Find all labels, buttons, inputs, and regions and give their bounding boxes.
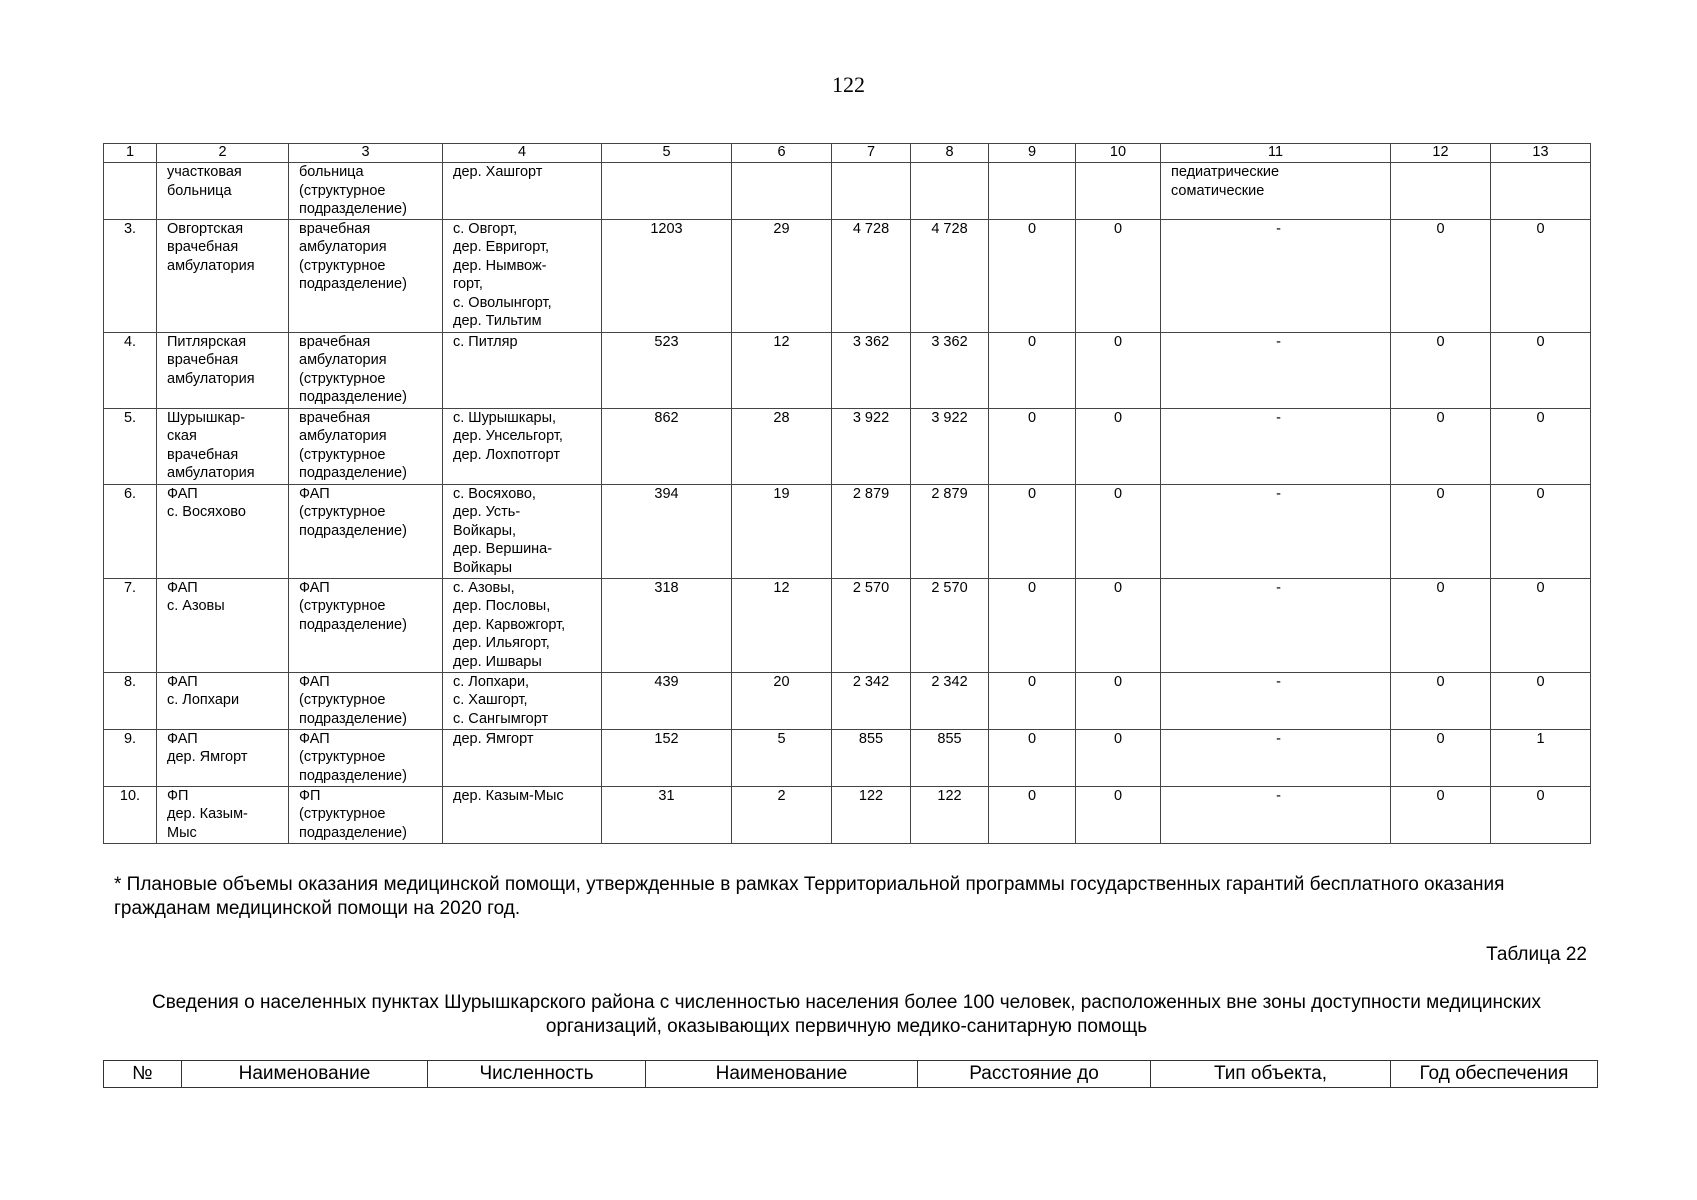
value-cell: 0 <box>1076 578 1161 672</box>
value-cell <box>732 163 832 220</box>
settlements-table <box>103 1060 1598 1088</box>
column-number: 4 <box>443 144 602 163</box>
column-number: 7 <box>832 144 911 163</box>
value-cell: 20 <box>732 672 832 729</box>
value-cell <box>832 163 911 220</box>
value-cell: 0 <box>1076 672 1161 729</box>
value-cell: 318 <box>602 578 732 672</box>
facility-type-cell: больница (структурное подразделение) <box>289 163 443 220</box>
table2-header-cell: Наименование <box>182 1061 428 1088</box>
table-caption: Сведения о населенных пунктах Шурышкарского района с численностью населения более 100 человек, расположенных вне зоны доступности медицинских организаций, оказывающих первичную медико-санитарную помощь <box>152 992 1541 1037</box>
column-number: 10 <box>1076 144 1161 163</box>
table-header-row <box>104 144 1591 163</box>
column-number: 5 <box>602 144 732 163</box>
table2-header-cell: Расстояние до <box>918 1061 1151 1088</box>
value-cell <box>989 163 1076 220</box>
facility-type-cell: ФАП (структурное подразделение) <box>289 484 443 578</box>
profile-cell: - <box>1161 672 1391 729</box>
column-number: 12 <box>1391 144 1491 163</box>
profile-cell: - <box>1161 219 1391 332</box>
facility-type-cell: врачебная амбулатория (структурное подразделение) <box>289 332 443 408</box>
value-cell: 0 <box>1491 672 1591 729</box>
value-cell: 28 <box>732 408 832 484</box>
value-cell <box>1076 163 1161 220</box>
table-row <box>104 672 1591 729</box>
settlements-cell: с. Овгорт, дер. Евригорт, дер. Нымвож- горт, с. Оволынгорт, дер. Тильтим <box>443 219 602 332</box>
value-cell <box>911 163 989 220</box>
value-cell: 523 <box>602 332 732 408</box>
table2-header-cell: Численность <box>428 1061 646 1088</box>
value-cell: 0 <box>989 219 1076 332</box>
table2-header-cell: Наименование <box>646 1061 918 1088</box>
profile-cell: педиатрические соматические <box>1161 163 1391 220</box>
value-cell: 855 <box>911 729 989 786</box>
column-number: 8 <box>911 144 989 163</box>
facility-name-cell: ФАП с. Азовы <box>157 578 289 672</box>
value-cell: 4 728 <box>832 219 911 332</box>
value-cell: 2 879 <box>832 484 911 578</box>
profile-cell: - <box>1161 786 1391 843</box>
row-number-cell: 4. <box>104 332 157 408</box>
value-cell: 3 362 <box>832 332 911 408</box>
settlements-cell: дер. Казым-Мыс <box>443 786 602 843</box>
value-cell: 855 <box>832 729 911 786</box>
facility-type-cell: ФАП (структурное подразделение) <box>289 672 443 729</box>
facility-name-cell: ФП дер. Казым- Мыс <box>157 786 289 843</box>
value-cell: 0 <box>1491 578 1591 672</box>
settlements-cell: с. Шурышкары, дер. Унсельгорт, дер. Лохпотгорт <box>443 408 602 484</box>
row-number-cell: 6. <box>104 484 157 578</box>
row-number-cell: 7. <box>104 578 157 672</box>
value-cell: 0 <box>1076 484 1161 578</box>
value-cell: 2 570 <box>911 578 989 672</box>
facility-name-cell: Шурышкар- ская врачебная амбулатория <box>157 408 289 484</box>
value-cell: 1203 <box>602 219 732 332</box>
value-cell: 5 <box>732 729 832 786</box>
value-cell: 0 <box>1391 786 1491 843</box>
value-cell: 3 922 <box>911 408 989 484</box>
value-cell: 19 <box>732 484 832 578</box>
value-cell <box>1391 163 1491 220</box>
value-cell: 29 <box>732 219 832 332</box>
profile-cell: - <box>1161 578 1391 672</box>
table-row <box>104 786 1591 843</box>
value-cell: 0 <box>1391 578 1491 672</box>
value-cell: 0 <box>1491 484 1591 578</box>
facility-name-cell: ФАП с. Лопхари <box>157 672 289 729</box>
settlements-cell: дер. Хашгорт <box>443 163 602 220</box>
table2-header-cell: Тип объекта, <box>1151 1061 1391 1088</box>
settlements-cell: с. Азовы, дер. Пословы, дер. Карвожгорт, дер. Ильягорт, дер. Ишвары <box>443 578 602 672</box>
medical-facilities-table <box>103 143 1591 844</box>
table-row <box>104 578 1591 672</box>
value-cell: 862 <box>602 408 732 484</box>
value-cell: 0 <box>1491 332 1591 408</box>
value-cell: 0 <box>989 484 1076 578</box>
value-cell: 0 <box>989 729 1076 786</box>
row-number-cell: 3. <box>104 219 157 332</box>
page-number: 122 <box>832 72 865 97</box>
value-cell: 0 <box>989 672 1076 729</box>
table2-header-row <box>104 1061 1598 1088</box>
profile-cell: - <box>1161 332 1391 408</box>
facility-type-cell: ФАП (структурное подразделение) <box>289 578 443 672</box>
value-cell: 0 <box>1076 729 1161 786</box>
value-cell: 0 <box>989 408 1076 484</box>
column-number: 13 <box>1491 144 1591 163</box>
value-cell: 0 <box>1391 729 1491 786</box>
facility-name-cell: ФАП с. Восяхово <box>157 484 289 578</box>
row-number-cell: 10. <box>104 786 157 843</box>
value-cell: 439 <box>602 672 732 729</box>
value-cell: 31 <box>602 786 732 843</box>
column-number: 1 <box>104 144 157 163</box>
column-number: 6 <box>732 144 832 163</box>
value-cell: 122 <box>911 786 989 843</box>
value-cell <box>602 163 732 220</box>
value-cell: 0 <box>1076 408 1161 484</box>
profile-cell: - <box>1161 408 1391 484</box>
facility-name-cell: Питлярская врачебная амбулатория <box>157 332 289 408</box>
facility-name-cell: Овгортская врачебная амбулатория <box>157 219 289 332</box>
table-row <box>104 729 1591 786</box>
value-cell: 394 <box>602 484 732 578</box>
row-number-cell: 5. <box>104 408 157 484</box>
facility-name-cell: участковая больница <box>157 163 289 220</box>
value-cell: 3 362 <box>911 332 989 408</box>
table-row <box>104 332 1591 408</box>
facility-name-cell: ФАП дер. Ямгорт <box>157 729 289 786</box>
value-cell: 0 <box>989 578 1076 672</box>
value-cell: 0 <box>1491 408 1591 484</box>
value-cell: 0 <box>989 786 1076 843</box>
table2-header-cell: № <box>104 1061 182 1088</box>
settlements-cell: с. Лопхари, с. Хашгорт, с. Сангымгорт <box>443 672 602 729</box>
column-number: 9 <box>989 144 1076 163</box>
table-row <box>104 484 1591 578</box>
profile-cell: - <box>1161 484 1391 578</box>
value-cell: 0 <box>1076 332 1161 408</box>
row-number-cell: 9. <box>104 729 157 786</box>
facility-type-cell: ФАП (структурное подразделение) <box>289 729 443 786</box>
value-cell: 0 <box>1391 332 1491 408</box>
value-cell: 0 <box>1391 408 1491 484</box>
column-number: 11 <box>1161 144 1391 163</box>
table-label: Таблица 22 <box>1486 944 1587 965</box>
value-cell: 0 <box>1391 672 1491 729</box>
value-cell <box>1491 163 1591 220</box>
profile-cell: - <box>1161 729 1391 786</box>
value-cell: 152 <box>602 729 732 786</box>
value-cell: 12 <box>732 332 832 408</box>
value-cell: 0 <box>1076 786 1161 843</box>
value-cell: 0 <box>1391 219 1491 332</box>
facility-type-cell: ФП (структурное подразделение) <box>289 786 443 843</box>
value-cell: 0 <box>1491 219 1591 332</box>
settlements-cell: дер. Ямгорт <box>443 729 602 786</box>
value-cell: 1 <box>1491 729 1591 786</box>
value-cell: 0 <box>1391 484 1491 578</box>
value-cell: 122 <box>832 786 911 843</box>
settlements-cell: с. Восяхово, дер. Усть- Войкары, дер. Вершина- Войкары <box>443 484 602 578</box>
settlements-cell: с. Питляр <box>443 332 602 408</box>
row-number-cell <box>104 163 157 220</box>
facility-type-cell: врачебная амбулатория (структурное подразделение) <box>289 408 443 484</box>
value-cell: 4 728 <box>911 219 989 332</box>
value-cell: 0 <box>1491 786 1591 843</box>
table-row <box>104 219 1591 332</box>
facility-type-cell: врачебная амбулатория (структурное подразделение) <box>289 219 443 332</box>
value-cell: 0 <box>1076 219 1161 332</box>
value-cell: 2 570 <box>832 578 911 672</box>
table2-header-cell: Год обеспечения <box>1391 1061 1598 1088</box>
column-number: 2 <box>157 144 289 163</box>
table-row <box>104 408 1591 484</box>
value-cell: 0 <box>989 332 1076 408</box>
value-cell: 12 <box>732 578 832 672</box>
table-row <box>104 163 1591 220</box>
value-cell: 2 879 <box>911 484 989 578</box>
value-cell: 2 342 <box>911 672 989 729</box>
column-number: 3 <box>289 144 443 163</box>
value-cell: 3 922 <box>832 408 911 484</box>
footnote: * Плановые объемы оказания медицинской помощи, утвержденные в рамках Территориальной программы государственных гарантий бесплатного оказания гражданам медицинской помощи на 2020 год. <box>114 874 1505 919</box>
value-cell: 2 342 <box>832 672 911 729</box>
row-number-cell: 8. <box>104 672 157 729</box>
value-cell: 2 <box>732 786 832 843</box>
